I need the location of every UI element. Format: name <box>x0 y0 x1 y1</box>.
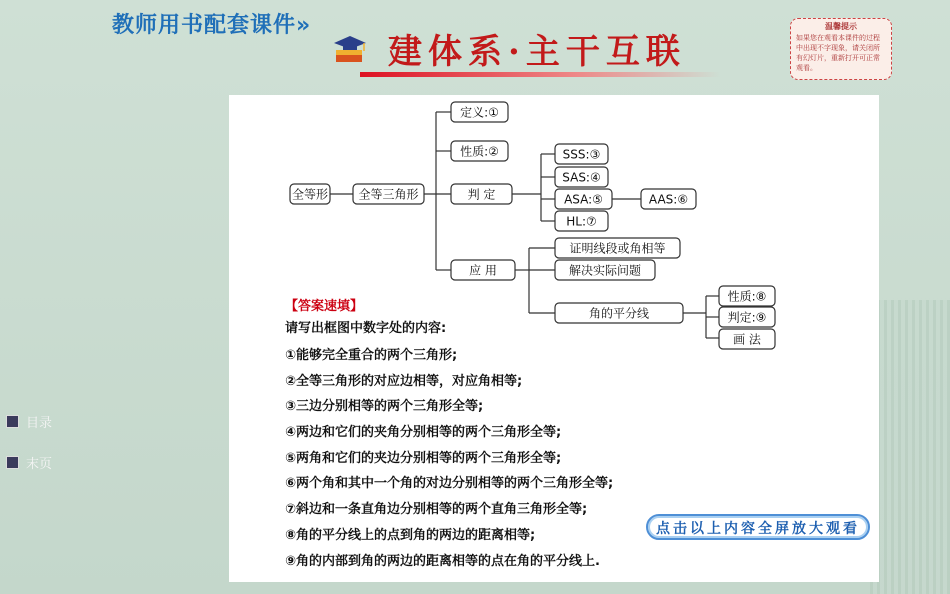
node-app3: 角的平分线 <box>588 306 650 321</box>
node-definition: 定义:① <box>460 105 499 120</box>
tip-box <box>790 18 892 80</box>
title-underline <box>360 72 720 77</box>
node-judge: 判 定 <box>467 187 496 202</box>
node-apply: 应 用 <box>469 263 497 278</box>
graduation-cap-icon <box>333 34 367 64</box>
node-root: 全等形 <box>291 187 329 202</box>
background-decoration <box>870 300 950 594</box>
series-label-text: 教师用书配套课件 <box>112 13 297 38</box>
series-label <box>112 8 311 39</box>
nav-square-icon <box>6 456 19 469</box>
series-arrow-icon: » <box>296 13 312 38</box>
node-main: 全等三角形 <box>358 187 419 202</box>
content-panel <box>229 95 879 582</box>
node-bis-prop: 性质:⑧ <box>727 289 767 304</box>
answer-line: ④两边和它们的夹角分别相等的两个三角形全等; <box>285 425 562 441</box>
nav-last-label: 末页 <box>26 457 53 472</box>
answer-line: ②全等三角形的对应边相等，对应角相等; <box>285 373 523 389</box>
node-app2: 解决实际问题 <box>568 263 642 278</box>
node-bis-draw: 画 法 <box>733 332 761 347</box>
answer-line: ③三边分别相等的两个三角形全等; <box>285 399 484 415</box>
node-sss: SSS:③ <box>562 147 601 162</box>
nav-last-button[interactable] <box>6 453 52 472</box>
nav-first-button[interactable] <box>6 412 52 431</box>
node-asa: ASA:⑤ <box>564 192 603 207</box>
answer-line: ⑦斜边和一条直角边分别相等的两个直角三角形全等; <box>285 502 588 518</box>
node-bis-judge: 判定:⑨ <box>727 310 767 325</box>
tip-body: 如果您在观看本课件的过程中出现不字现象，请关闭所有幻灯片，重新打开可正常观看。 <box>796 34 880 72</box>
node-hl: HL:⑦ <box>566 214 597 229</box>
fullscreen-button[interactable]: 点击以上内容全屏放大观看 <box>646 514 870 540</box>
section-title: 建体系·主干互联 <box>388 32 686 72</box>
answer-line: ⑨角的内部到角的两边的距离相等的点在角的平分线上. <box>285 553 600 569</box>
tip-title: 温馨提示 <box>825 22 857 31</box>
nav-square-icon <box>6 415 19 428</box>
answer-line: ①能够完全重合的两个三角形; <box>285 348 458 363</box>
answer-head: 【答案速填】 <box>285 299 364 314</box>
node-property: 性质:② <box>460 144 499 159</box>
node-sas: SAS:④ <box>562 170 601 185</box>
answer-section <box>285 295 613 574</box>
node-aas: AAS:⑥ <box>648 192 689 207</box>
answer-line: ⑧角的平分线上的点到角的两边的距离相等; <box>285 527 536 543</box>
nav-first-label: 目录 <box>26 416 53 431</box>
answer-intro: 请写出框图中数字处的内容: <box>285 321 447 336</box>
answer-line: ⑤两角和它们的夹边分别相等的两个三角形全等; <box>285 450 562 466</box>
node-app1: 证明线段或角相等 <box>569 241 666 256</box>
answer-line: ⑥两个角和其中一个角的对边分别相等的两个三角形全等; <box>285 476 614 492</box>
